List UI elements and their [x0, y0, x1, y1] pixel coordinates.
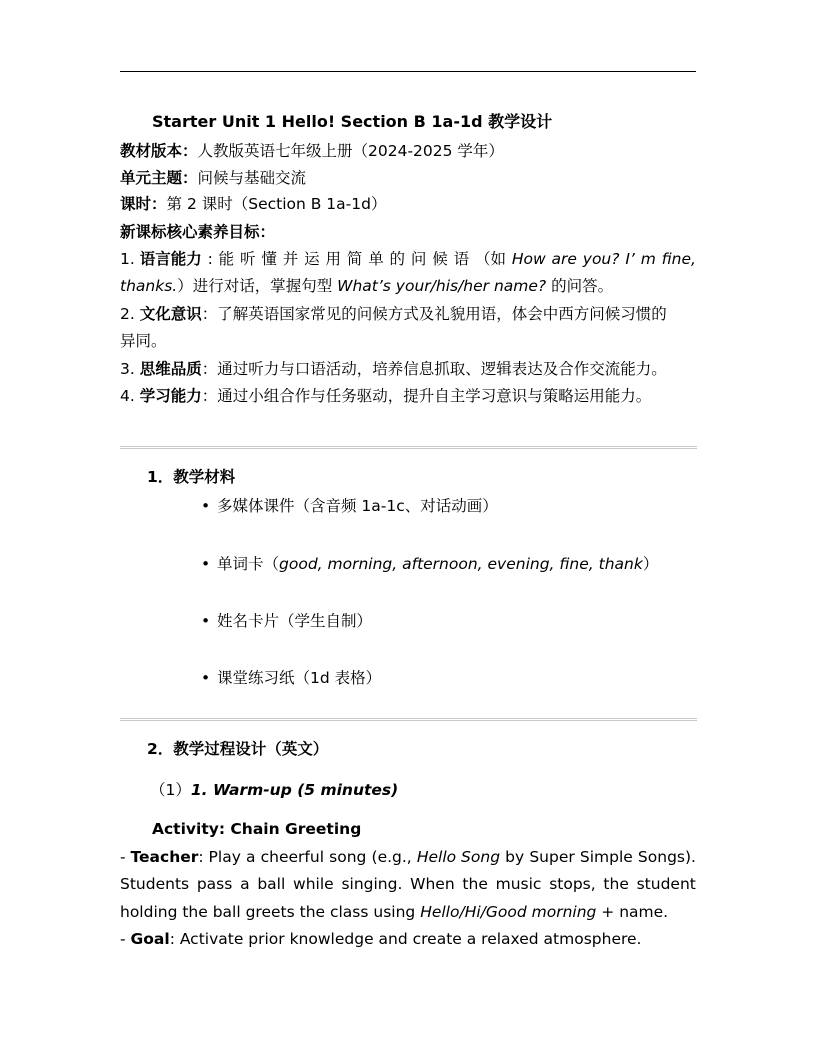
teacher-word: singing. — [341, 875, 403, 893]
teacher-word: a — [240, 875, 250, 893]
goal-2-line-1 — [120, 304, 667, 324]
period-label: 课时： — [120, 195, 167, 213]
teacher-word: (e.g., — [371, 848, 412, 866]
goal-1-pattern: What’s your/his/her name? — [337, 277, 547, 295]
process-heading: 2．教学过程设计（英文） — [147, 740, 329, 758]
teacher-word: Songs). — [637, 848, 696, 866]
teacher-word: the — [462, 875, 488, 893]
materials-item-words: good, morning, afternoon, evening, fine, thank — [279, 555, 643, 573]
goal-3-label: 思维品质 — [139, 360, 202, 378]
materials-item-text: 多媒体课件（含音频 1a-1c、对话动画） — [217, 497, 498, 515]
teacher-lead: - Teacher: Play — [120, 848, 241, 866]
teacher-word: song — [329, 848, 367, 866]
goal-1-word: 的 — [389, 250, 406, 268]
teacher-word: Simple — [579, 848, 633, 866]
goal-3-line — [120, 359, 667, 379]
goal-1-word: you? — [582, 250, 620, 268]
teacher-word: by — [505, 848, 525, 866]
goal-1-end: 的问答。 — [546, 277, 614, 295]
bullet-icon: • — [201, 555, 211, 573]
goal-2-num: 2. — [120, 305, 135, 323]
goal-3-num: 3. — [120, 360, 135, 378]
greeting-phrases: Hello/Hi/Good morning — [420, 903, 597, 921]
goal-2-label: 文化意识 — [139, 305, 202, 323]
theme-label: 单元主题： — [120, 169, 198, 187]
materials-item-text: 姓名卡片（学生自制） — [217, 612, 373, 630]
section-divider-2 — [120, 718, 697, 721]
goal-1-word: 并 — [282, 250, 299, 268]
goal-label: Goal — [130, 930, 170, 948]
goal-1-word: I’ — [625, 250, 635, 268]
materials-heading: 1．教学材料 — [147, 468, 236, 486]
activity-title: Activity: Chain Greeting — [152, 820, 362, 838]
goal-1-text: ）进行对话，掌握句型 — [177, 277, 338, 295]
goal-4-num: 4. — [120, 387, 135, 405]
period-line — [120, 194, 386, 214]
goal-4-label: 学习能力 — [139, 387, 202, 405]
theme-line — [120, 168, 306, 188]
period-value: 第 2 课时（Section B 1a-1d） — [166, 195, 387, 213]
goal-1-line-2 — [120, 276, 613, 296]
materials-item-text: ） — [642, 555, 659, 573]
bullet-icon: • — [201, 669, 211, 687]
textbook-label: 教材版本： — [120, 142, 198, 160]
goal-1-label: 语言能力 — [139, 250, 202, 268]
materials-item-text: 课堂练习纸（1d 表格） — [217, 669, 382, 687]
materials-item — [201, 554, 658, 574]
goals-heading: 新课标核心素养目标： — [120, 223, 276, 241]
goal-1-lead — [120, 249, 202, 269]
goal-1-word: 问 — [410, 250, 427, 268]
goal-1-word: 简 — [346, 250, 363, 268]
teacher-word: Students — [120, 875, 190, 893]
teacher-word: ball — [257, 875, 286, 893]
section-divider-1 — [120, 446, 697, 449]
teacher-word: while — [293, 875, 334, 893]
header-rule — [120, 71, 696, 72]
teacher-word: student — [636, 875, 696, 893]
goal-1-word: : — [207, 250, 213, 268]
goal-1-line-1 — [120, 249, 696, 269]
materials-item-text: 单词卡（ — [217, 555, 280, 573]
document-title: Starter Unit 1 Hello! Section B 1a-1d 教学设计 — [152, 112, 553, 131]
materials-item — [201, 496, 498, 516]
teacher-word: the — [603, 875, 629, 893]
goal-1-word: 运 — [304, 250, 320, 268]
teacher-word: a — [246, 848, 256, 866]
theme-value: 问候与基础交流 — [197, 169, 307, 187]
goal-1-word: 用 — [325, 250, 341, 268]
goal-1-word: 单 — [368, 250, 384, 268]
goal-2-line-2: 异同。 — [120, 332, 167, 350]
teacher-word: music — [495, 875, 542, 893]
step-prefix: （1） — [150, 781, 191, 799]
goal-4-line — [120, 386, 651, 406]
teacher-word: Hello Song — [416, 848, 501, 866]
goal-1-word: 懂 — [261, 250, 277, 268]
goal-1-word: How — [511, 250, 546, 268]
teacher-line-1 — [120, 847, 696, 867]
goal-text: : Activate prior knowledge and create a relaxed atmosphere. — [169, 930, 642, 948]
teacher-word: stops, — [549, 875, 596, 893]
goal-1-word: 候 — [432, 250, 448, 268]
teacher-word: Super — [529, 848, 575, 866]
teacher-word: pass — [196, 875, 233, 893]
materials-item — [201, 611, 372, 631]
materials-item — [201, 668, 381, 688]
goal-4-text: ：通过小组合作与任务驱动，提升自主学习意识与策略运用能力。 — [201, 387, 652, 405]
bullet-icon: • — [201, 612, 211, 630]
goal-1-word: fine, — [661, 250, 696, 268]
goal-line: - Goal: Activate prior knowledge and create a relaxed atmosphere. — [120, 930, 642, 948]
teacher-label: Teacher — [130, 848, 199, 866]
goal-1-word: m — [640, 250, 656, 268]
teacher-word: When — [410, 875, 455, 893]
goal-2-text: ：了解英语国家常见的问候方式及礼貌用语，体会中西方问候习惯的 — [201, 305, 667, 323]
step-title-text: 1. Warm-up (5 minutes) — [190, 781, 399, 799]
goal-3-text: ：通过听力与口语活动，培养信息抓取、逻辑表达及合作交流能力。 — [201, 360, 667, 378]
goal-1-word: 语 — [453, 250, 470, 268]
goal-1-word: （如 — [474, 250, 506, 268]
textbook-value: 人教版英语七年级上册（2024-2025 学年） — [197, 142, 504, 160]
step-title — [150, 780, 398, 800]
goal-1-num: 1. — [120, 250, 135, 268]
textbook-line — [120, 141, 504, 161]
teacher-text: holding the ball greets the class using — [120, 903, 421, 921]
goal-1-word: are — [551, 250, 577, 268]
goal-1-word: 能 — [218, 250, 235, 268]
goal-1-thanks: thanks. — [120, 277, 178, 295]
teacher-word: cheerful — [260, 848, 325, 866]
teacher-line-2 — [120, 874, 696, 894]
teacher-line-3 — [120, 902, 668, 922]
bullet-icon: • — [201, 497, 211, 515]
goal-1-word: 听 — [240, 250, 256, 268]
teacher-text: + name. — [596, 903, 669, 921]
